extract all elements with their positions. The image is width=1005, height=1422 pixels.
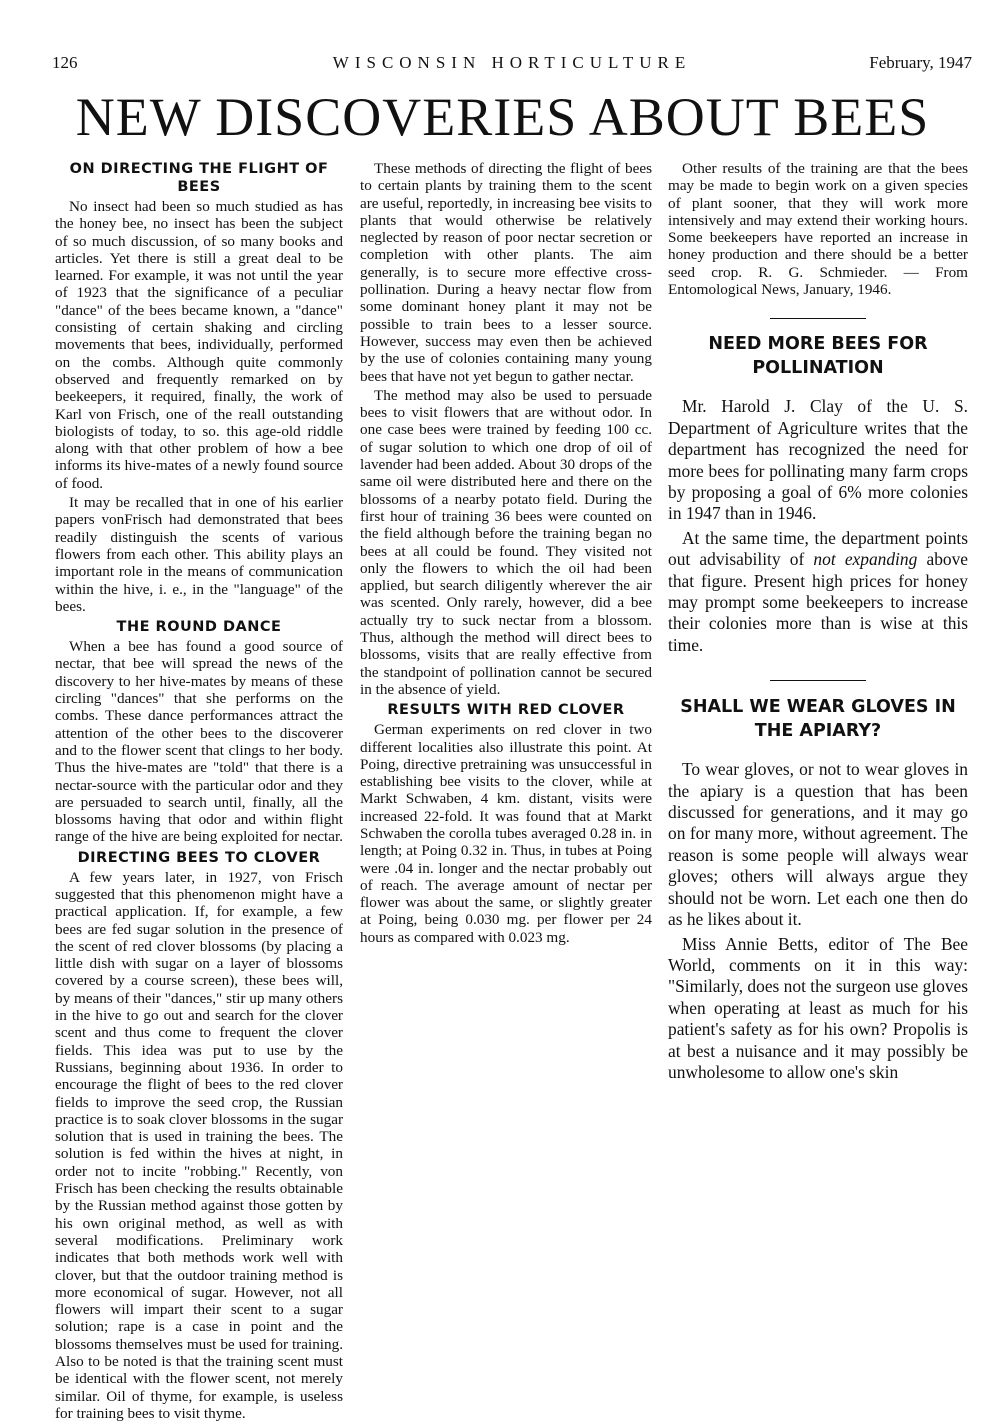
paragraph: These methods of directing the flight of bees to certain plants by training them to the scent are useful, reportedly, in increasing bee visits to plants that would otherwise be relatively neglected by reason of poor nectar secretion or completion with other plants. The aim generally, is to secure more effective cross-pollination. During a heavy nectar flow from some dominant honey plant it may not be possible to train bees to a lesser source. However, success may even then be achieved by the use of colonies containing many young bees that have not yet begun to gather nectar. bbox=[360, 160, 652, 385]
column-1 bbox=[55, 160, 343, 1422]
section-heading-red-clover: RESULTS WITH RED CLOVER bbox=[387, 702, 625, 719]
emphasis-text: not expanding bbox=[813, 549, 918, 570]
divider-rule bbox=[770, 680, 866, 681]
paragraph: When a bee has found a good source of nectar, that bee will spread the news of the discovery to her hive-mates by means of these circling "dances" that she performs on the combs. These dance performances attract the attention of the other bees to the discoverer and to the flower scent that clings to her body. Thus the hive-mates are "told" that there is a nectar-source with the particular odor and they are persuaded to search until, finally, all the blossoms having that odor and within flight range of the hive are being exploited for nectar. bbox=[55, 638, 344, 846]
column-3 bbox=[668, 160, 968, 1083]
page-number: 126 bbox=[52, 53, 78, 72]
section-heading-directing-flight: ON DIRECTING THE FLIGHT OF BEES bbox=[69, 161, 329, 195]
paragraph: No insect had been so much studied as has the honey bee, no insect has been the subject of so much discussion, of so many books and articles. Yet there is still a great deal to be learned. For example, it was not until the year of 1923 that the significance of a peculiar "dance" of the bees became known, a "dance" consisting of certain shaking and circling movements that bees, individually, performed on the combs. Although quite commonly observed and frequently remarked on by beekeepers, it required, finally, the work of Karl von Frisch, one of the reall outstanding biologists of today, to so. this age-old riddle along with that other problem of how a bee informs its hive-mates of a newly found source of food. bbox=[55, 198, 343, 492]
section-heading-directing-clover: DIRECTING BEES TO CLOVER bbox=[77, 849, 321, 866]
column-2 bbox=[360, 160, 652, 946]
article-title-need-more-bees: NEED MORE BEES FOR POLLINATION bbox=[708, 334, 928, 379]
paragraph bbox=[668, 528, 968, 656]
text-run: above that figure. Present high prices for honey may prompt some beekeepers to increase their colonies more than is wise at this time. bbox=[668, 549, 968, 655]
text-run: At the same time, the department points out advisability of bbox=[668, 527, 968, 570]
paragraph: Other results of the training are that the bees may be made to begin work on a given species of plant sooner, that they will work more intensively and may extend their working hours. Some beekeepers have reported an increase in honey production and there should be a better seed crop. R. G. Schmieder. — From Entomological News, January, 1946. bbox=[668, 160, 968, 299]
paragraph: To wear gloves, or not to wear gloves in the apiary is a question that has been discussed for generations, and it may go on for many more, without agreement. The reason is some people will always wear gloves; others will always argue they should not be worn. Let each one then do as he likes about it. bbox=[668, 759, 968, 930]
paragraph: Mr. Harold J. Clay of the U. S. Department of Agriculture writes that the department has recognized the need for more bees for pollinating many farm crops by proposing a goal of 6% more colonies in 1947 than in 1946. bbox=[668, 396, 968, 524]
paragraph: The method may also be used to persuade bees to visit flowers that are without odor. In one case bees were trained by feeding 100 cc. of sugar solution to which one drop of oil of lavender had been added. About 30 drops of the same oil were distributed here and there on the blossoms of a nearby potato field. During the first hour of training 36 bees were counted on the field although before the training began no bees at all could be found. They visited not only the flowers to which the oil had been applied, but search diligently wherever the air was scented. Only rarely, however, did a bee actually try to suck nectar from a blossom. Thus, although the method will direct bees to blossoms, visits that are really effective from the standpoint of pollination cannot be secured in the absence of yield. bbox=[360, 386, 652, 698]
paragraph: It may be recalled that in one of his earlier papers vonFrisch had demonstrated that bees readily distinguish the scents of various flowers from each other. This ability plays an important role in the means of communication within the hive, i. e., in the "language" of the bees. bbox=[55, 494, 343, 615]
divider-rule bbox=[770, 318, 866, 319]
journal-name: WISCONSIN HORTICULTURE bbox=[332, 53, 692, 72]
paragraph: A few years later, in 1927, von Frisch suggested that this phenomenon might have a practical application. If, for example, a few bees are fed sugar solution in the presence of the scent of red clover blossoms (by placing a little dish with sugar on a layer of blossoms covered by a course screen), these bees will, by means of their "dances," stir up many others in the hive to go out and search for the clover scent and thus come to frequent the clover fields. This idea was put to use by the Russians, beginning about 1936. In order to encourage the flight of bees to the red clover fields to improve the seed crop, the Russian practice is to soak clover blossoms in the sugar solution that is used in training the bees. The solution is fed within the hives at night, in order not to incite "robbing." Recently, von Frisch has been checking the results obtainable by the Russian method against those gotten by his own original method, as well as with several modifications. Preliminary work indicates that both methods work well with clover, but that the outdoor training method is more economical of sugar. However, not all flowers will impart their scent to a sugar solution; rape is a case in point and the blossoms themselves must be used for training. Also to be noted is that the training scent must be identical with the flower scent, not merely similar. Oil of thyme, for example, is useless for training bees to visit thyme. bbox=[55, 868, 343, 1422]
section-heading-round-dance: THE ROUND DANCE bbox=[116, 619, 282, 636]
issue-date: February, 1947 bbox=[869, 53, 972, 72]
paragraph: Miss Annie Betts, editor of The Bee World, comments on it in this way: "Similarly, does not the surgeon use gloves when operating at least as much for his patient's safety as for his own? Propolis is at best a nuisance and it may possibly be unwholesome to allow one's skin bbox=[668, 933, 968, 1082]
paragraph: German experiments on red clover in two different localities also illustrate this point. At Poing, directive pretraining was unsuccessful in establishing bee visits to the clover, while at Markt Schwaben, 4 km. distant, visits were increased 22-fold. It was found that at Markt Schwaben the corolla tubes averaged 0.28 in. in length; at Poing 0.32 in. Thus, in tubes at Poing were .04 in. longer and the nectar probably out of reach. The average amount of nectar per flower was about the same, or slightly greater at Poing, being 0.030 mg. per flower per 24 hours as compared with 0.023 mg. bbox=[360, 721, 652, 946]
page-title: NEW DISCOVERIES ABOUT BEES bbox=[75, 87, 930, 147]
article-title-gloves: SHALL WE WEAR GLOVES IN THE APIARY? bbox=[680, 697, 956, 742]
running-head bbox=[52, 53, 972, 75]
